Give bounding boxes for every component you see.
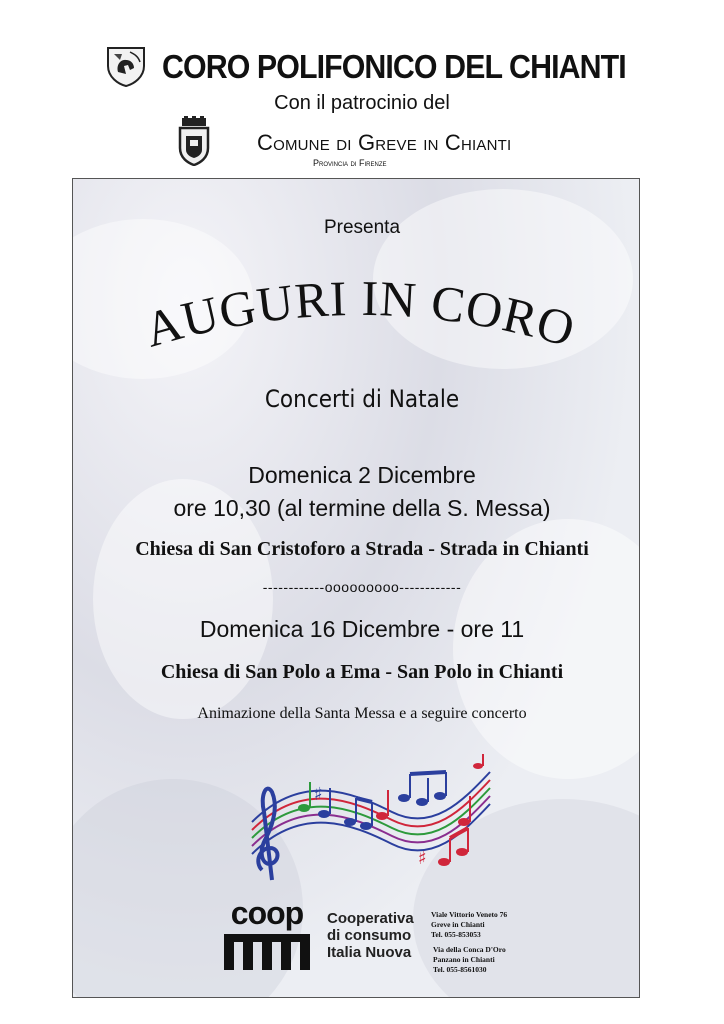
presents-label: Presenta — [323, 217, 401, 238]
municipal-crest-icon — [176, 116, 212, 166]
svg-text:AUGURI IN CORO — [138, 270, 581, 358]
event1-date: Domenica 2 Dicembre — [248, 462, 476, 488]
event2-datetime: Domenica 16 Dicembre - ore 11 — [199, 616, 525, 642]
event2-location: Chiesa di San Polo a Ema - San Polo in Chianti — [160, 661, 564, 683]
coop-logo — [222, 900, 312, 972]
sponsor-name-line2: di consumo — [327, 927, 412, 944]
store2-phone: Tel. 055-8561030 — [433, 965, 487, 974]
patronage-text: Con il patrocinio del — [274, 92, 450, 114]
store1-phone: Tel. 055-853053 — [431, 930, 481, 939]
store2-address — [433, 945, 506, 975]
provincia-name: Provincia di Firenze — [313, 158, 387, 168]
choir-name: CORO POLIFONICO DEL CHIANTI — [162, 48, 626, 85]
event2-note: Animazione della Santa Messa e a seguire concerto — [197, 705, 527, 722]
poster-title — [90, 265, 630, 385]
separator: ------------ooooooooo------------ — [262, 579, 462, 595]
store1-street: Viale Vittorio Veneto 76 — [431, 910, 508, 919]
coat-of-arms-icon — [104, 44, 148, 88]
svg-text:♯: ♯ — [314, 784, 323, 805]
poster-subtitle: Concerti di Natale — [264, 385, 460, 413]
comune-name: Comune di Greve in Chianti — [257, 130, 512, 155]
store2-town: Panzano in Chianti — [433, 955, 495, 964]
store1-town: Greve in Chianti — [431, 920, 485, 929]
store1-address — [431, 910, 507, 940]
store2-street: Via della Conca D'Oro — [433, 945, 506, 954]
sponsor-name-line3: Italia Nuova — [327, 944, 412, 961]
poster-title-text: AUGURI IN CORO — [138, 269, 582, 358]
sponsor-name — [327, 910, 414, 961]
coop-logo-text: coop — [230, 900, 304, 931]
event1-location: Chiesa di San Cristoforo a Strada - Strada in Chianti — [135, 538, 589, 560]
svg-text:♯: ♯ — [418, 848, 427, 869]
music-staff-icon — [232, 752, 494, 882]
event1-time: ore 10,30 (al termine della S. Messa) — [173, 495, 551, 521]
sponsor-name-line1: Cooperativa — [327, 910, 414, 927]
